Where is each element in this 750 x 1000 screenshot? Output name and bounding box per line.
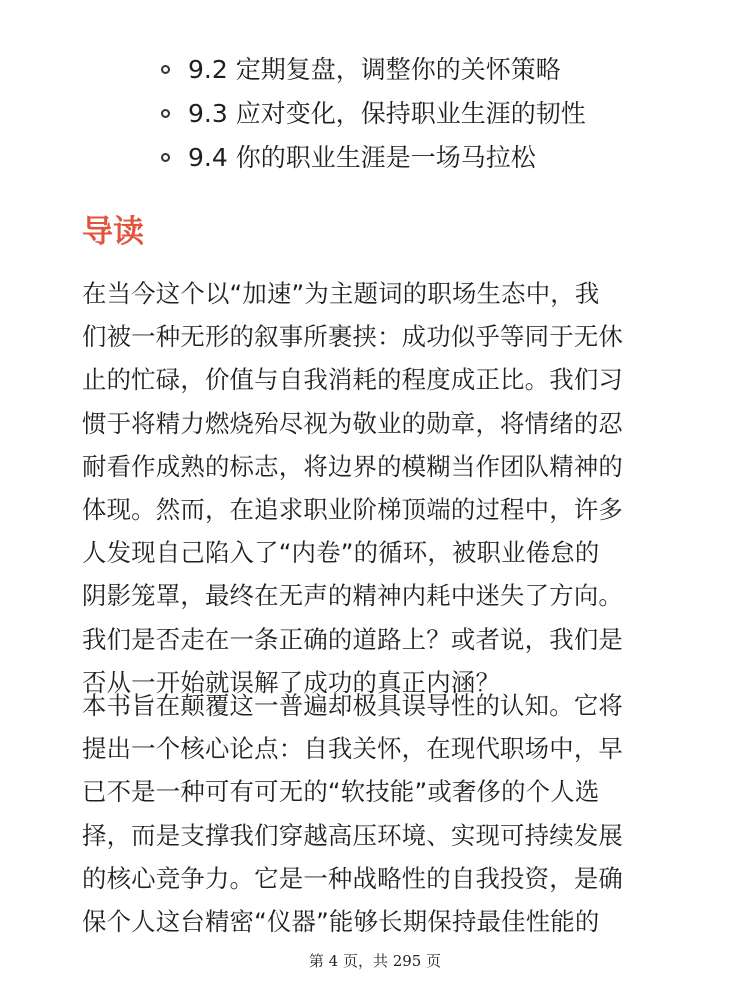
paragraph-line: 本书旨在颠覆这一普遍却极具误导性的认知。它将 [82,691,623,720]
paragraph-line: 耐看作成熟的标志，将边界的模糊当作团队精神的 [82,451,623,481]
paragraph-line: 我们是否走在一条正确的道路上？或者说，我们是 [82,624,623,654]
paragraph-line: 们被一种无形的叙事所裹挟：成功似乎等同于无休 [82,322,623,352]
paragraph-line: 的核心竞争力。它是一种战略性的自我投资，是确 [82,863,623,893]
page-number-footer: 第 4 页，共 295 页 [308,952,442,970]
paragraph-line: 体现。然而，在追求职业阶梯顶端的过程中，许多 [82,495,623,525]
paragraph-line: 提出一个核心论点：自我关怀，在现代职场中，早 [82,734,623,764]
paragraph-line: 择，而是支撑我们穿越高压环境、实现可持续发展 [82,820,623,850]
paragraph-line: 阴影笼罩，最终在无声的精神内耗中迷失了方向。 [82,581,623,611]
paragraph-line: 在当今这个以“加速”为主题词的职场生态中，我 [82,279,600,308]
paragraph-line: 惯于将精力燃烧殆尽视为敬业的勋章，将情绪的忍 [82,408,623,438]
toc-item-label: 9.3 应对变化，保持职业生涯的韧性 [188,99,586,128]
hollow-circle-bullet-icon [161,65,170,74]
body-paragraph [82,684,682,943]
toc-item-label: 9.2 定期复盘，调整你的关怀策略 [188,55,561,84]
paragraph-line: 人发现自己陷入了“内卷”的循环，被职业倦怠的 [82,538,600,568]
toc-item[interactable] [0,92,750,136]
body-paragraph [82,272,682,704]
paragraph-line: 保个人这台精密“仪器”能够长期保持最佳性能的 [82,907,600,937]
toc-list [0,48,750,180]
paragraph-line: 止的忙碌，价值与自我消耗的程度成正比。我们习 [82,365,623,395]
hollow-circle-bullet-icon [161,109,170,118]
paragraph-line: 已不是一种可有可无的“软技能”或奢侈的个人选 [82,777,600,807]
section-heading: 导读 [82,214,144,250]
paragraph-line: 否从一开始就误解了成功的真正内涵？ [82,667,501,697]
toc-item-label: 9.4 你的职业生涯是一场马拉松 [188,143,536,172]
toc-item[interactable] [0,136,750,180]
hollow-circle-bullet-icon [161,153,170,162]
toc-item[interactable] [0,48,750,92]
